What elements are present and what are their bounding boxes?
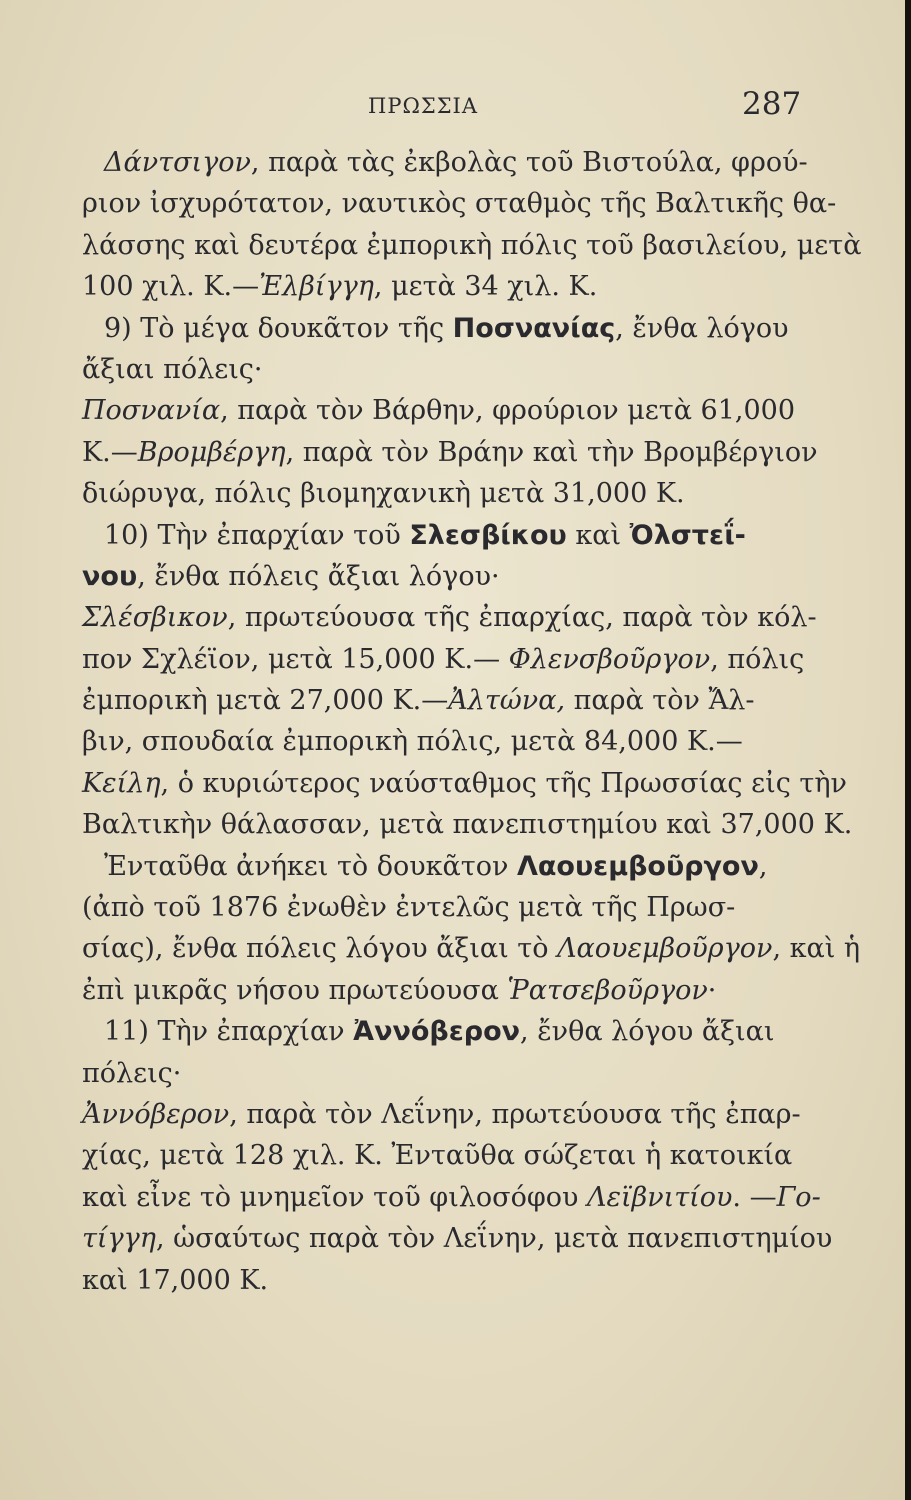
text-line: Ἀννόβερον, παρὰ τὸν Λεΐνην, πρωτεύουσα τῆς ἐπαρ- — [82, 1098, 801, 1130]
page-edge — [905, 0, 911, 1500]
text-line: Ἐνταῦθα ἀνήκει τὸ δουκᾶτον Λαουεμβοῦργον, — [104, 850, 768, 882]
running-header: ΠΡΩΣΣΙΑ — [368, 94, 479, 118]
text-line: διώρυγα, πόλις βιομηχανικὴ μετὰ 31,000 Κ. — [82, 478, 685, 510]
section-heading: Ποσνανίας — [452, 312, 616, 344]
text-line: νου, ἔνθα πόλεις ἄξιαι λόγου· — [82, 560, 500, 592]
text-line: Κ.—Βρομβέργη, παρὰ τὸν Βράην καὶ τὴν Βρομβέργιον — [82, 436, 818, 468]
text-line: τίγγη, ὡσαύτως παρὰ τὸν Λεΐνην, μετὰ πανεπιστημίου — [82, 1223, 833, 1255]
text-line: πον Σχλέϊον, μετὰ 15,000 Κ.— Φλενσβοῦργον, πόλις — [82, 643, 805, 675]
text-line: (ἀπὸ τοῦ 1876 ἐνωθὲν ἐντελῶς μετὰ τῆς Πρωσ- — [82, 892, 736, 924]
page-number: 287 — [742, 86, 802, 122]
section-heading: Λαουεμβοῦργον — [516, 850, 759, 882]
text-line: βιν, σπουδαία ἐμπορικὴ πόλις, μετὰ 84,000 Κ.— — [82, 726, 743, 758]
text-line: Ποσνανία, παρὰ τὸν Βάρθην, φρούριον μετὰ 61,000 — [82, 395, 796, 427]
text-line: πόλεις· — [82, 1057, 182, 1089]
text-line: 11) Τὴν ἐπαρχίαν Ἀννόβερον, ἔνθα λόγου ἄξιαι — [104, 1016, 775, 1048]
text-line: ἐμπορικὴ μετὰ 27,000 Κ.—Ἀλτώνα, παρὰ τὸν Ἄλ- — [82, 685, 755, 717]
text-line: ριον ἰσχυρότατον, ναυτικὸς σταθμὸς τῆς Βαλτικῆς θα- — [82, 188, 837, 220]
text-line: 9) Τὸ μέγα δουκᾶτον τῆς Ποσνανίας, ἔνθα λόγου — [104, 312, 789, 344]
text-line: 100 χιλ. Κ.—Ἐλβίγγη, μετὰ 34 χιλ. Κ. — [82, 271, 598, 303]
text-line: ἄξιαι πόλεις· — [82, 353, 263, 385]
text-line: λάσσης καὶ δευτέρα ἐμπορικὴ πόλις τοῦ βασιλείου, μετὰ — [82, 229, 862, 261]
text-line: 10) Τὴν ἐπαρχίαν τοῦ Σλεσβίκου καὶ Ὀλστεΐ- — [104, 519, 746, 551]
body-text — [82, 142, 862, 1301]
text-line: καὶ 17,000 Κ. — [82, 1264, 269, 1296]
text-line: Κείλη, ὁ κυριώτερος ναύσταθμος τῆς Πρωσσίας εἰς τὴν — [82, 767, 847, 799]
section-heading: Ὀλστεΐ- — [629, 519, 746, 551]
text-line: Δάντσιγον, παρὰ τὰς ἐκβολὰς τοῦ Βιστούλα, φρού- — [104, 147, 808, 178]
section-heading: Σλεσβίκου — [409, 519, 567, 551]
text-line: σίας), ἔνθα πόλεις λόγου ἄξιαι τὸ Λαουεμβοῦργον, καὶ ἡ — [82, 933, 861, 965]
text-line: ἐπὶ μικρᾶς νήσου πρωτεύουσα Ῥατσεβοῦργον· — [82, 974, 717, 1006]
section-heading: νου — [82, 560, 138, 592]
text-line: Βαλτικὴν θάλασσαν, μετὰ πανεπιστημίου καὶ 37,000 Κ. — [82, 809, 853, 841]
text-line: χίας, μετὰ 128 χιλ. Κ. Ἐνταῦθα σώζεται ἡ κατοικία — [82, 1140, 793, 1172]
text-line: καὶ εἶνε τὸ μνημεῖον τοῦ φιλοσόφου Λεϊβνιτίου. —Γο- — [82, 1181, 821, 1213]
text-line: Σλέσβικον, πρωτεύουσα τῆς ἐπαρχίας, παρὰ τὸν κόλ- — [82, 602, 817, 634]
section-heading: Ἀννόβερον — [353, 1016, 521, 1048]
